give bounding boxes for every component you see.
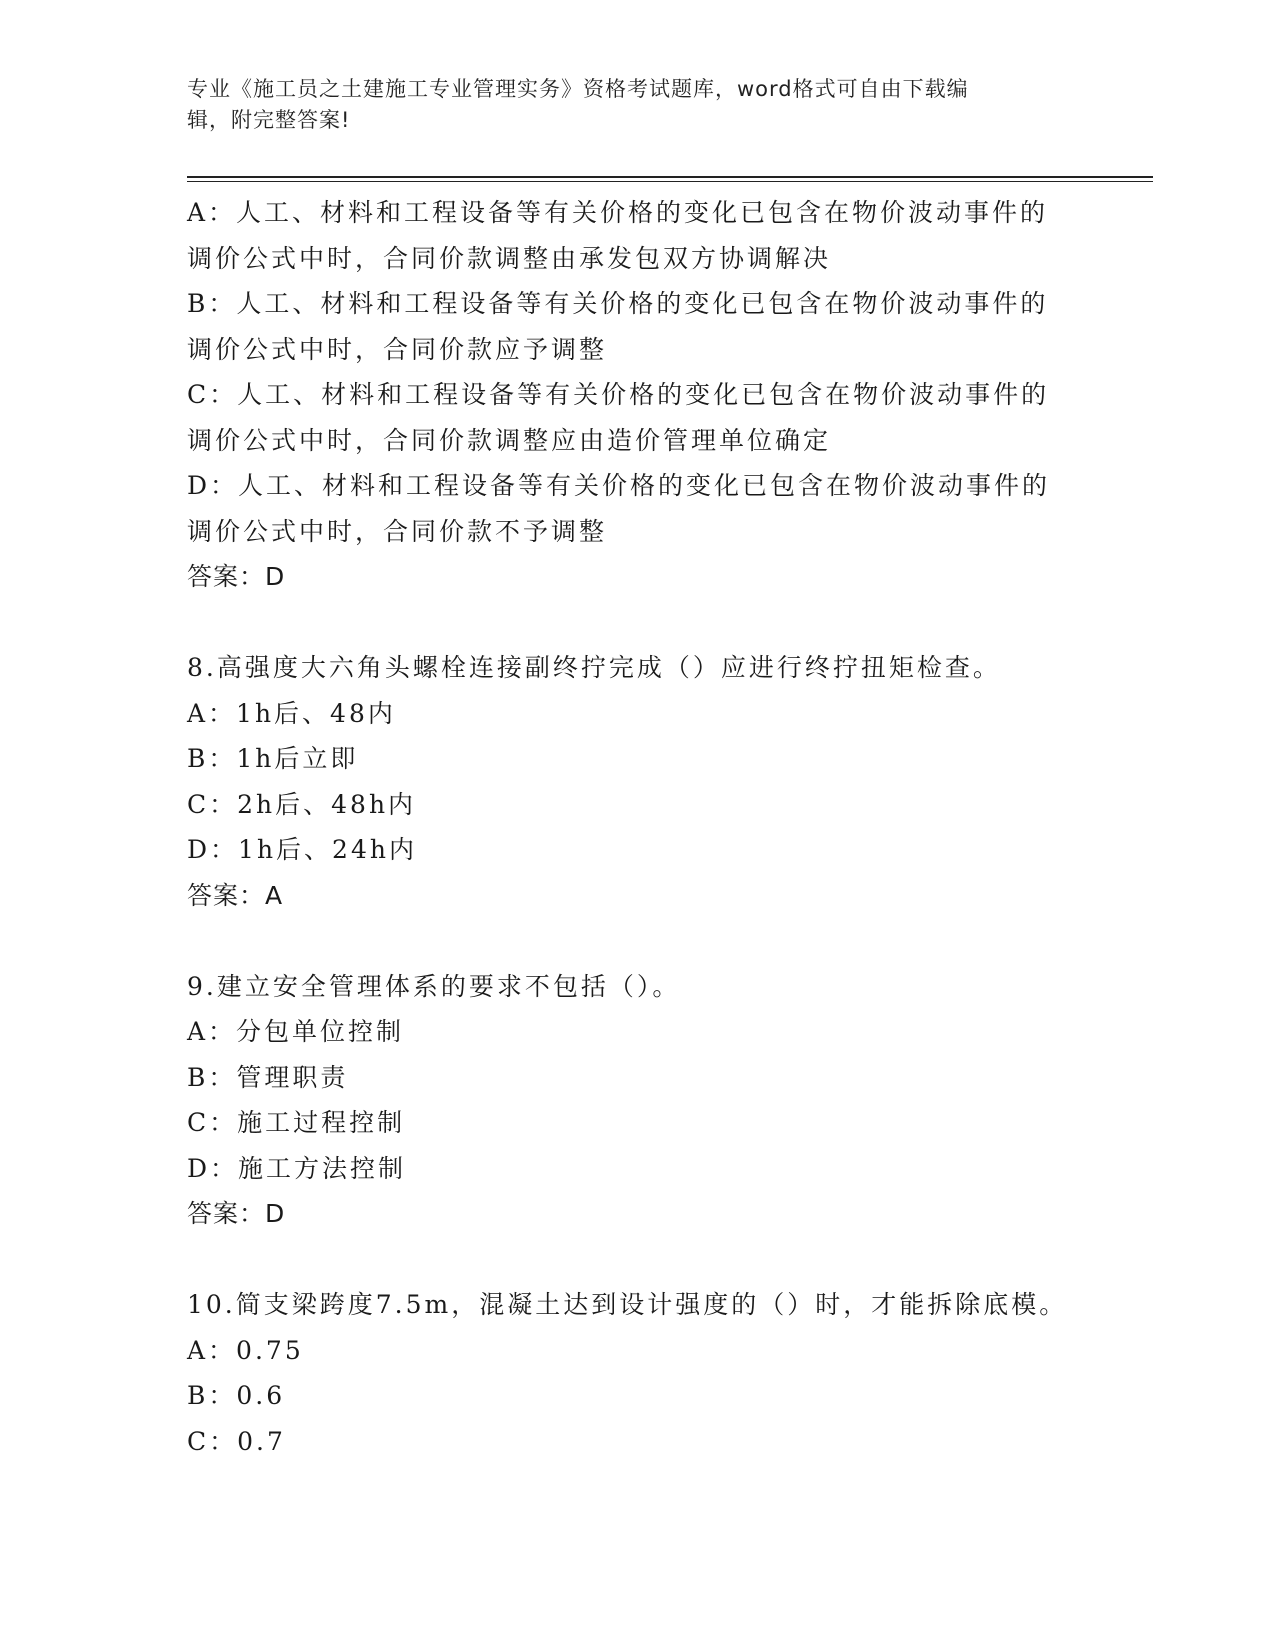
option-d-line-1: D：人工、材料和工程设备等有关价格的变化已包含在物价波动事件的 <box>187 471 1051 500</box>
option-b: B：0.6 <box>187 1381 286 1410</box>
spacer <box>187 918 1087 964</box>
option-a: A：1h后、48内 <box>187 698 396 728</box>
option-b: B：1h后立即 <box>187 744 359 773</box>
question-text: 10.简支梁跨度7.5m，混凝土达到设计强度的（）时，才能拆除底模。 <box>187 1290 1068 1319</box>
header-line-2: 辑，附完整答案! <box>187 108 351 132</box>
option-c-line-2: 调价公式中时，合同价款调整应由造价管理单位确定 <box>187 425 832 455</box>
answer: 答案：A <box>187 880 284 910</box>
header-divider-thin <box>187 181 1153 182</box>
option-a: A：分包单位控制 <box>187 1017 405 1046</box>
option-b-line-1: B：人工、材料和工程设备等有关价格的变化已包含在物价波动事件的 <box>187 289 1049 318</box>
option-c: C：2h后、48h内 <box>187 789 417 819</box>
header-divider-thick <box>187 176 1153 178</box>
option-c: C：施工过程控制 <box>187 1108 406 1137</box>
option-a-line-2: 调价公式中时，合同价款调整由承发包双方协调解决 <box>187 243 832 273</box>
option-a-line-1: A：人工、材料和工程设备等有关价格的变化已包含在物价波动事件的 <box>187 198 1049 227</box>
question-10 <box>187 1282 1087 1464</box>
option-c-line-1: C：人工、材料和工程设备等有关价格的变化已包含在物价波动事件的 <box>187 380 1050 409</box>
option-b: B：管理职责 <box>187 1062 349 1092</box>
spacer <box>187 600 1087 646</box>
question-text: 8.高强度大六角头螺栓连接副终拧完成（）应进行终拧扭矩检查。 <box>187 653 1001 682</box>
question-8 <box>187 645 1087 918</box>
option-d-line-2: 调价公式中时，合同价款不予调整 <box>187 516 608 546</box>
question-7 <box>187 190 1087 600</box>
option-b-line-2: 调价公式中时，合同价款应予调整 <box>187 334 608 364</box>
answer: 答案：D <box>187 562 286 591</box>
spacer <box>187 1237 1087 1283</box>
question-text: 9.建立安全管理体系的要求不包括（）。 <box>187 971 681 1001</box>
option-c: C：0.7 <box>187 1426 286 1456</box>
option-d: D：施工方法控制 <box>187 1153 407 1183</box>
document-header <box>187 74 1067 136</box>
option-d: D：1h后、24h内 <box>187 835 417 864</box>
header-line-1: 专业《施工员之土建施工专业管理实务》资格考试题库，word格式可自由下载编 <box>187 77 969 101</box>
question-list <box>187 190 1087 1464</box>
answer: 答案：D <box>187 1199 286 1228</box>
option-a: A：0.75 <box>187 1335 304 1365</box>
question-9 <box>187 964 1087 1237</box>
